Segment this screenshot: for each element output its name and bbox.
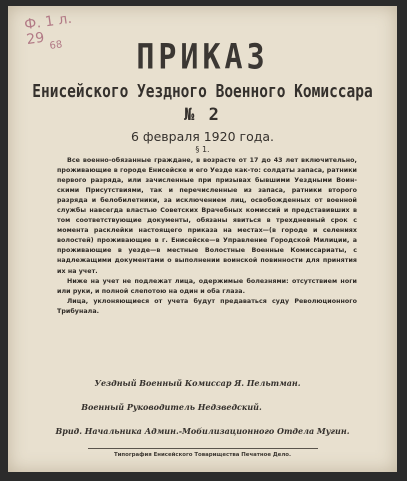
paragraph-1: Все военно-обязанные граждане, в возрасте от 17 до 43 лет включительно, проживающие в городе Енисейске и его Уезде как-то: солдаты запаса, ратники первого разряда, или зачисленные при призывах бывшими Уездными Воинскими Присутствиями, так и перечисленные из запаса, ратники второго разряда и белобилетники, за исключением лиц, освобожденных от военной службы навсегда властью Советских Врачебных комиссий и представивших в том соответствующие документы, обязаны явиться в трехдневный срок с момента расклейки настоящего приказа на местах—(в городе и селениях волостей) проживающие в г. Енисейске—в Управление Городской Милиции, а проживающие в уезде—в местные Волостные Военные Комиссариаты, с надлежащими документами о выполнении воинской повинности для принятия их на учет.	[57, 157, 357, 275]
signature-military-leader: Военный Руководитель Недзведский.	[81, 402, 262, 412]
archive-mark-line2: 68	[48, 39, 64, 53]
order-document	[8, 6, 397, 472]
section-mark: § 1.	[195, 145, 210, 154]
order-date: 6 февраля 1920 года.	[130, 129, 275, 144]
paragraph-2: Ниже на учет не подлежат лица, одержимые болезнями: отсутствием ноги или руки, и полной слепотою на один и оба глаза.	[57, 277, 357, 295]
document-title: ПРИКАЗ	[136, 37, 269, 78]
signature-mobilization-head: Врид. Начальника Админ.-Мобилизационного Отдела Мугин.	[55, 426, 350, 436]
order-number: № 2	[184, 105, 221, 125]
printer-imprint: Типография Енисейского Товарищества Печатное Дело.	[113, 452, 292, 458]
archive-mark-line1: Ф. 1 л. 29	[23, 10, 73, 48]
order-body	[57, 156, 357, 317]
footer-divider	[88, 448, 318, 449]
issuer-line: Енисейского Уездного Военного Комиссара	[32, 82, 373, 102]
signature-commissar: Уездный Военный Комиссар Я. Пельтман.	[94, 378, 301, 388]
signature-block	[8, 378, 397, 450]
paragraph-3: Лица, уклоняющиеся от учета будут предаваться суду Революционного Трибунала.	[57, 297, 357, 315]
